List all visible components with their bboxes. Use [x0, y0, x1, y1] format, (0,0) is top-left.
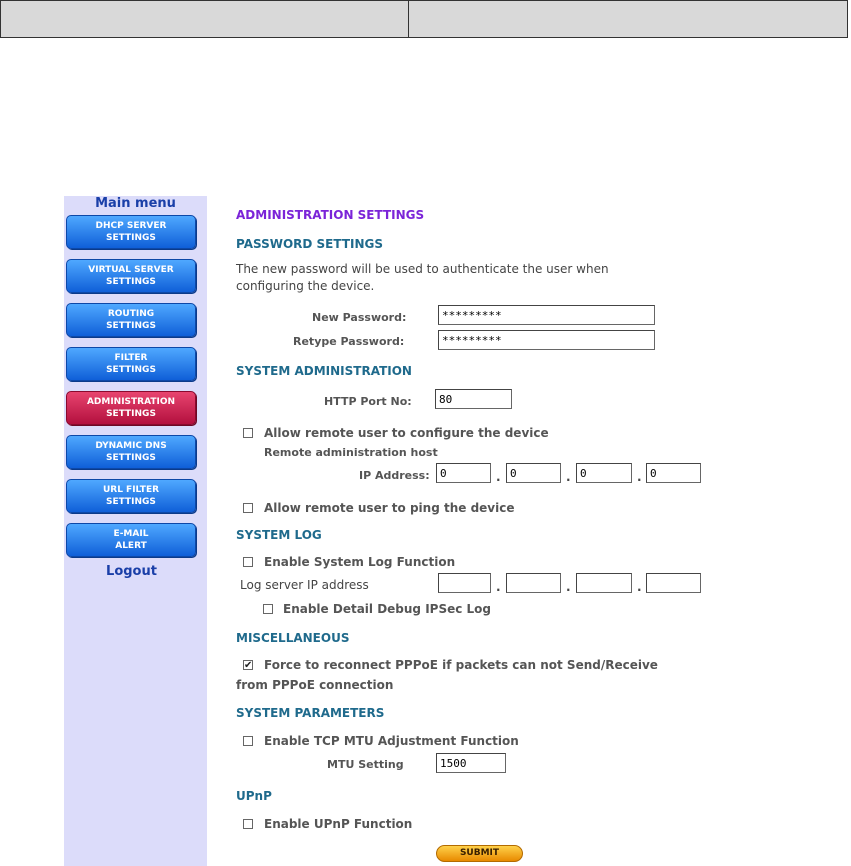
sidebar-item-url-filter[interactable]: URL FILTER SETTINGS: [66, 479, 196, 513]
new-password-input[interactable]: [438, 305, 655, 325]
enable-system-log-label: Enable System Log Function: [264, 555, 456, 569]
log-server-ip-label: Log server IP address: [240, 578, 369, 592]
sidebar-item-filter[interactable]: FILTER SETTINGS: [66, 347, 196, 381]
sidebar-item-routing[interactable]: ROUTING SETTINGS: [66, 303, 196, 337]
enable-system-log-checkbox[interactable]: [243, 557, 253, 567]
system-log-heading: SYSTEM LOG: [236, 528, 322, 542]
remote-ip-octet-3[interactable]: [576, 463, 632, 483]
top-table-cell-left: [1, 1, 409, 37]
retype-password-input[interactable]: [438, 330, 655, 350]
top-table: [0, 0, 848, 38]
sidebar-item-dynamic-dns[interactable]: DYNAMIC DNS SETTINGS: [66, 435, 196, 469]
ip-separator: .: [637, 470, 642, 484]
upnp-heading: UPnP: [236, 789, 272, 803]
mtu-setting-label: MTU Setting: [327, 758, 404, 771]
ip-separator: .: [496, 580, 501, 594]
pppoe-reconnect-label-line2: from PPPoE connection: [236, 678, 394, 692]
new-password-label: New Password:: [312, 311, 407, 324]
log-server-ip-octet-2[interactable]: [506, 573, 561, 593]
log-server-ip-octet-3[interactable]: [576, 573, 632, 593]
remote-config-label: Allow remote user to configure the device: [264, 426, 549, 440]
password-description-line2: configuring the device.: [236, 279, 375, 293]
upnp-label: Enable UPnP Function: [264, 817, 413, 831]
ip-separator: .: [496, 470, 501, 484]
remote-ip-octet-1[interactable]: [436, 463, 491, 483]
http-port-label: HTTP Port No:: [324, 395, 412, 408]
tcp-mtu-label: Enable TCP MTU Adjustment Function: [264, 734, 519, 748]
log-server-ip-octet-4[interactable]: [646, 573, 701, 593]
sidebar-item-email-alert[interactable]: E-MAIL ALERT: [66, 523, 196, 557]
submit-button[interactable]: SUBMIT: [436, 845, 523, 862]
log-server-ip-octet-1[interactable]: [438, 573, 491, 593]
ip-separator: .: [566, 580, 571, 594]
sidebar-item-administration[interactable]: ADMINISTRATION SETTINGS: [66, 391, 196, 425]
top-table-cell-right: [409, 1, 847, 37]
remote-ping-checkbox[interactable]: [243, 503, 253, 513]
remote-ip-octet-2[interactable]: [506, 463, 561, 483]
ip-separator: .: [637, 580, 642, 594]
ip-address-label: IP Address:: [359, 469, 430, 482]
remote-config-checkbox[interactable]: [243, 428, 253, 438]
pppoe-reconnect-label-line1: Force to reconnect PPPoE if packets can not Send/Receive: [264, 658, 658, 672]
sidebar: [64, 196, 207, 866]
password-settings-heading: PASSWORD SETTINGS: [236, 237, 384, 251]
password-description-line1: The new password will be used to authenticate the user when: [236, 262, 609, 276]
system-administration-heading: SYSTEM ADMINISTRATION: [236, 364, 412, 378]
upnp-checkbox[interactable]: [243, 819, 253, 829]
system-parameters-heading: SYSTEM PARAMETERS: [236, 706, 385, 720]
miscellaneous-heading: MISCELLANEOUS: [236, 631, 350, 645]
main-menu-title: Main menu: [95, 196, 176, 211]
remote-admin-host-label: Remote administration host: [264, 446, 438, 459]
retype-password-label: Retype Password:: [293, 335, 405, 348]
pppoe-reconnect-checkbox[interactable]: ✔: [244, 660, 253, 671]
tcp-mtu-checkbox[interactable]: [243, 736, 253, 746]
remote-ping-label: Allow remote user to ping the device: [264, 501, 515, 515]
ipsec-debug-label: Enable Detail Debug IPSec Log: [283, 602, 492, 616]
sidebar-item-dhcp-server[interactable]: DHCP SERVER SETTINGS: [66, 215, 196, 249]
http-port-input[interactable]: [435, 389, 512, 409]
sidebar-item-virtual-server[interactable]: VIRTUAL SERVER SETTINGS: [66, 259, 196, 293]
ipsec-debug-checkbox[interactable]: [263, 604, 273, 614]
ip-separator: .: [566, 470, 571, 484]
page-title: ADMINISTRATION SETTINGS: [236, 208, 425, 222]
logout-link[interactable]: Logout: [106, 564, 157, 579]
remote-ip-octet-4[interactable]: [646, 463, 701, 483]
mtu-setting-input[interactable]: [436, 753, 506, 773]
